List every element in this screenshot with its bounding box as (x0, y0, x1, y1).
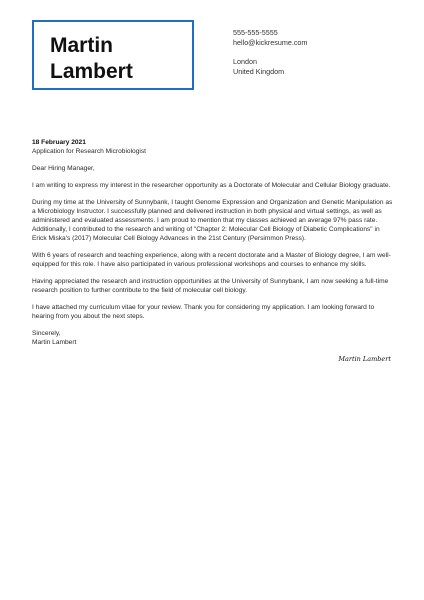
name-box (32, 20, 194, 90)
name-last: Lambert (50, 60, 133, 83)
paragraph-qualifications: With 6 years of research and teaching experience, along with a recent doctorate and a Master of Biology degree, I am well-equipped for this role. I have also participated in various professional workshops and courses to enhance my skills. (32, 252, 391, 268)
email: hello@kickresume.com (233, 38, 308, 47)
letter-body (32, 138, 394, 347)
country: United Kingdom (233, 67, 285, 76)
paragraph-intro: I am writing to express my interest in the researcher opportunity as a Doctorate of Molecular and Cellular Biology graduate. (32, 182, 391, 189)
paragraph-experience: During my time at the University of Sunnybank, I taught Genome Expression and Organization and Genetic Manipulation as a Microbiology Instructor. I successfully planned and delivered instruction in both physical and virtual settings, as well as administered and evaluated assessments. I am proud to mention that my classes achieved an average 97% pass rate. Additionally, I contributed to the research and writing of "Chapter 2: Molecular Cell Biology of Diabetic Complications" in Erick Miska's (2017) Molecular Cell Biology Advances in the 21st Century (Persimmon Press). (32, 199, 393, 242)
name-first: Martin (50, 34, 113, 57)
closing: Sincerely, (32, 330, 61, 337)
signer-name: Martin Lambert (32, 339, 77, 346)
contact-block (233, 28, 307, 77)
phone: 555-555-5555 (233, 28, 278, 37)
paragraph-closing: I have attached my curriculum vitae for your review. Thank you for considering my application. I am looking forward to hearing from you about the next steps. (32, 304, 375, 320)
signature: Martin Lambert (338, 355, 391, 363)
contact-gap (233, 48, 307, 57)
letter-subject: Application for Research Microbiologist (32, 148, 146, 155)
city: London (233, 57, 257, 66)
salutation: Dear Hiring Manager, (32, 165, 95, 172)
paragraph-motivation: Having appreciated the research and instruction opportunities at the University of Sunnybank, I am now seeking a full-time research position to further contribute to the field of molecular cell biology. (32, 278, 389, 294)
letter-date: 18 February 2021 (32, 139, 86, 146)
